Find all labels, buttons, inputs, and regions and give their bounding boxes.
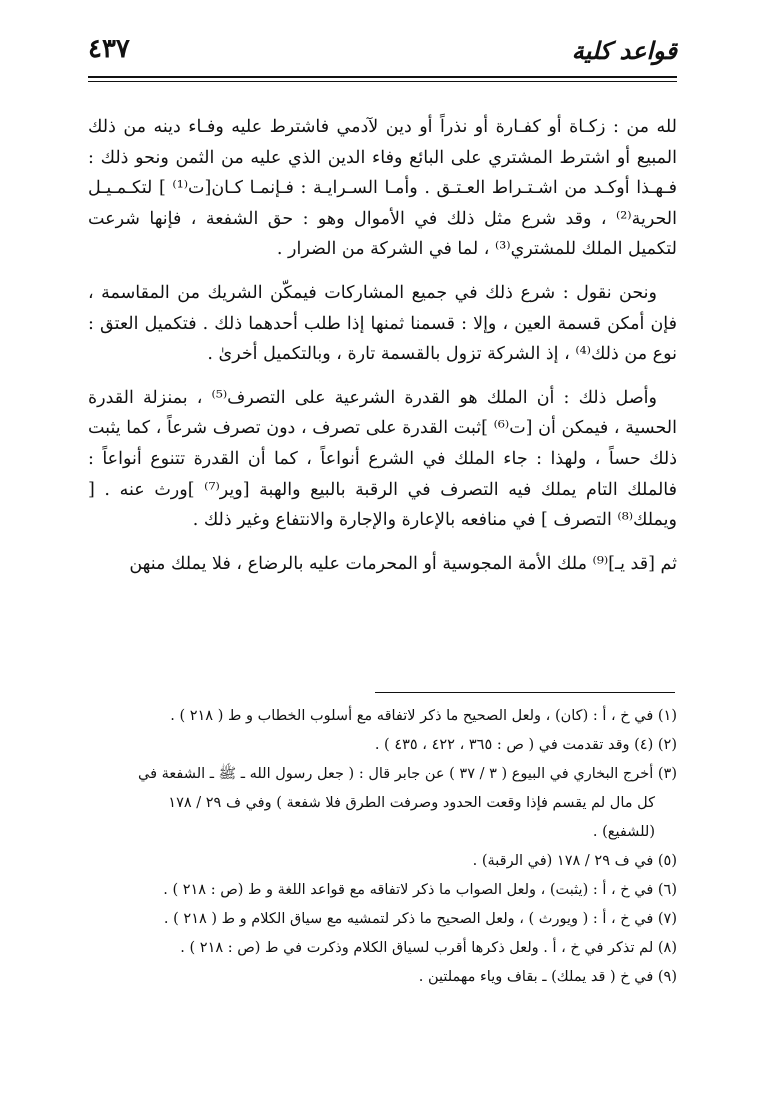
footnote: (٨) لم تذكر في خ ، أ . ولعل ذكرها أقرب لسياق الكلام وذكرت في ط (ص : ٢١٨ ) .	[180, 940, 677, 956]
page-number: ٤٣٧	[88, 34, 130, 64]
footnote-continuation: كل مال لم يقسم فإذا وقعت الحدود وصرفت الطرق فلا شفعة ) وفي ف ٢٩ / ١٧٨	[168, 795, 655, 811]
paragraph: وأصل ذلك : أن الملك هو القدرة الشرعية على التصرف⁽⁵⁾ ، بمنزلة القدرة الحسية ، فيمكن أن [ت⁽⁶⁾ ]ثبت القدرة على تصرف ، دون تصرف شرعاً ، كما يثبت ذلك حساً ، ولهذا : جاء الملك في الشرع أنواعاً ، كما أن القدرة تتنوع أنواعاً : فالملك التام يملك فيه التصرف في الرقبة بالبيع والهبة [وير⁽⁷⁾ ]ورث عنه . [ ويملك⁽⁸⁾ التصرف ] في منافعه بالإعارة والإجارة والانتفاع وغير ذلك .	[88, 387, 677, 531]
paragraph: ونحن نقول : شرع ذلك في جميع المشاركات فيمكّن الشريك من المقاسمة ، فإن أمكن قسمة العين ، وإلا : قسمنا ثمنها إذا طلب أحدهما ذلك . فتكميل العتق : نوع من ذلك⁽⁴⁾ ، إذ الشركة تزول بالقسمة تارة ، وبالتكميل أخرىٰ .	[88, 282, 677, 365]
main-text	[88, 112, 677, 592]
footnote-continuation: (للشفيع) .	[592, 824, 655, 840]
footnote: (٩) في خ ( قد يملك) ـ بقاف وياء مهملتين .	[418, 969, 677, 985]
footnote: (٧) في خ ، أ : ( ويورث ) ، ولعل الصحيح ما ذكر لتمشيه مع سياق الكلام و ط ( ٢١٨ ) .	[163, 911, 677, 927]
footnote-separator	[375, 692, 675, 693]
running-header	[88, 30, 677, 74]
footnote: (٦) في خ ، أ : (يثبت) ، ولعل الصواب ما ذكر لاتفاقه مع قواعد اللغة و ط (ص : ٢١٨ ) .	[163, 882, 677, 898]
footnote: (١) في خ ، أ : (كان) ، ولعل الصحيح ما ذكر لاتفاقه مع أسلوب الخطاب و ط ( ٢١٨ ) .	[170, 708, 677, 724]
footnotes	[88, 702, 677, 992]
footnote: (٢) (٤) وقد تقدمت في ( ص : ٣٦٥ ، ٤٢٢ ، ٤٣٥ ) .	[374, 737, 677, 753]
header-rule	[88, 76, 677, 78]
footnote: (٣) أخرج البخاري في البيوع ( ٣ / ٣٧ ) عن جابر قال : ( جعل رسول الله ـ ﷺ ـ الشفعة في	[138, 766, 677, 782]
running-title: قواعد كلية	[571, 36, 677, 65]
paragraph: لله من : زكـاة أو كفـارة أو نذراً أو دين لآدمي فاشترط عليه وفـاء دينه من ذلك المبيع أو اشترط المشتري على البائع وفاء الدين الذي عليه من الثمن ونحو ذلك : فـهـذا أوكـد من اشـتـراط العـتـق . وأمـا السـرايـة : فـإنمـا كـان[ت⁽¹⁾ ] لتكـمـيـل الحرية⁽²⁾ ، وقد شرع مثل ذلك في الأموال وهو : حق الشفعة ، فإنها شرعت لتكميل الملك للمشتري⁽³⁾ ، لما في الشركة من الضرار .	[88, 117, 677, 260]
paragraph: ثم [قد يـ]⁽⁹⁾ ملك الأمة المجوسية أو المحرمات عليه بالرضاع ، فلا يملك منهن	[129, 553, 677, 574]
footnote: (٥) في ف ٢٩ / ١٧٨ (في الرقبة) .	[472, 853, 677, 869]
